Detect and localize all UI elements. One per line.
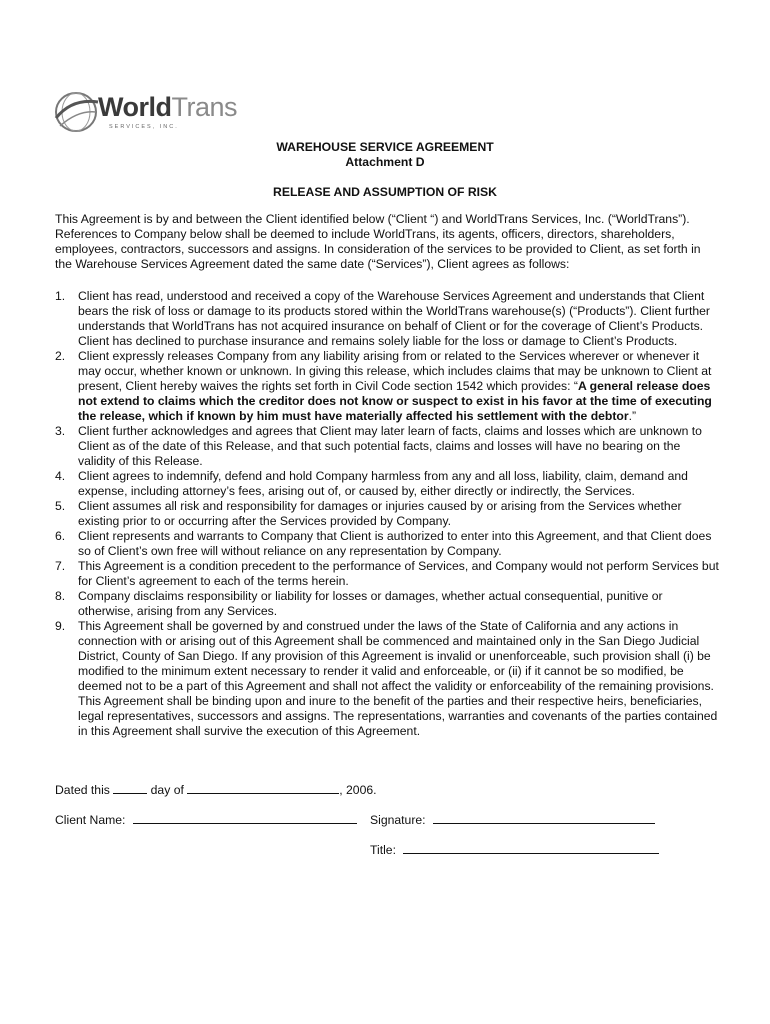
day-of-label: day of (150, 783, 184, 797)
civil-code-quote: A general release does not extend to claims which the creditor does not know or suspect to exist in his favor at the time of executing the release, which if known by him must have materially affected his settlement with the debtor (78, 379, 712, 423)
clause-item (55, 589, 720, 619)
title-label: Title: (370, 843, 396, 857)
agreement-title: WAREHOUSE SERVICE AGREEMENT (276, 140, 494, 154)
client-name-line (55, 812, 357, 828)
clause-text: Company disclaims responsibility or liability for losses or damages, whether actual consequential, punitive or otherwise, arising from any Services. (78, 589, 663, 618)
clause-text: Client further acknowledges and agrees that Client may later learn of facts, claims and losses which are unknown to Client as of the date of this Release, and that such potential facts, claims and losses will have no bearing on the validity of this Release. (78, 424, 702, 468)
logo-word-bold: World (98, 92, 172, 122)
client-name-field[interactable] (133, 812, 357, 824)
section-title: RELEASE AND ASSUMPTION OF RISK (273, 185, 497, 199)
attachment-label: Attachment D (345, 155, 425, 169)
signature-label: Signature: (370, 813, 426, 827)
clause-item (55, 529, 720, 559)
clause-text: Client agrees to indemnify, defend and hold Company harmless from any and all loss, liability, claim, demand and expense, including attorney’s fees, arising out of, or caused by, either directly or indirectly, the Services. (78, 469, 688, 498)
clause-number: 4. (55, 469, 66, 483)
clause-text: Client expressly releases Company from any liability arising from or related to the Services wherever or whenever it may occur, whether known or unknown. In giving this release, which includes claims that may be unknown to Client at present, Client hereby waives the rights set forth in Civil Code section 1542 which provides: “ (78, 349, 712, 393)
dated-prefix: Dated this (55, 783, 110, 797)
title-line (370, 842, 659, 858)
globe-swoosh-icon (52, 88, 102, 138)
clause-number: 8. (55, 589, 66, 603)
clause-number: 7. (55, 559, 66, 573)
clause-number: 6. (55, 529, 66, 543)
clause-item (55, 619, 720, 739)
clause-item (55, 559, 720, 589)
clause-number: 2. (55, 349, 66, 363)
clause-number: 9. (55, 619, 66, 633)
clause-number: 5. (55, 499, 66, 513)
worldtrans-logo (52, 88, 238, 140)
clause-item (55, 469, 720, 499)
day-blank-field[interactable] (113, 782, 147, 794)
year-suffix: , 2006. (339, 783, 377, 797)
clause-number: 3. (55, 424, 66, 438)
dated-line (55, 782, 377, 798)
clause-item (55, 499, 720, 529)
intro-paragraph: This Agreement is by and between the Client identified below (“Client “) and WorldTrans Services, Inc. (“WorldTrans”). References to Company below shall be deemed to include WorldTrans, its agents, officers, directors, shareholders, employees, contractors, successors and assigns. In consideration of the services to be provided to Client, as set forth in the Warehouse Services Agreement dated the same date (“Services”), Client agrees as follows: (55, 212, 701, 271)
client-name-label: Client Name: (55, 813, 126, 827)
clause-item (55, 349, 720, 424)
clause-text: This Agreement shall be governed by and construed under the laws of the State of California and any actions in connection with or arising out of this Agreement shall be commenced and maintained only in the San Diego Judicial District, County of San Diego. If any provision of this Agreement is invalid or unenforceable, such provision shall (i) be modified to the minimum extent necessary to render it valid and enforceable, or (ii) if it cannot be so modified, be deemed not to be a part of this Agreement and shall not affect the validity or enforceability of the remaining provisions. This Agreement shall be binding upon and inure to the benefit of the parties and their respective heirs, beneficiaries, legal representatives, successors and assigns. The representations, warranties and covenants of the parties contained in this Agreement shall survive the execution of this Agreement. (78, 619, 718, 738)
logo-subtitle: SERVICES, INC. (109, 124, 179, 130)
clause-text: Client assumes all risk and responsibility for damages or injuries caused by or arising from the Services whether existing prior to or occurring after the Services provided by Company. (78, 499, 682, 528)
clause-item (55, 289, 720, 349)
clause-list (55, 289, 720, 739)
clause-number: 1. (55, 289, 66, 303)
clause-item (55, 424, 720, 469)
title-field[interactable] (403, 842, 659, 854)
month-blank-field[interactable] (187, 782, 339, 794)
clause-text: This Agreement is a condition precedent to the performance of Services, and Company would not perform Services but for Client’s agreement to each of the terms herein. (78, 559, 719, 588)
clause-text-end: .” (628, 409, 637, 423)
logo-word-light: Trans (171, 92, 238, 122)
signature-line (370, 812, 655, 828)
logo-wordmark (98, 92, 237, 122)
clause-text: Client has read, understood and received a copy of the Warehouse Services Agreement and understands that Client bears the risk of loss or damage to its products stored within the WorldTrans warehouse(s) (“Products”). Client further understands that WorldTrans has not acquired insurance on behalf of Client or for the coverage of Client’s Products. Client has declined to purchase insurance and remains solely liable for the loss or damage to Client’s Products. (78, 289, 710, 348)
signature-field[interactable] (433, 812, 655, 824)
clause-text: Client represents and warrants to Company that Client is authorized to enter into this Agreement, and that Client does so of Client’s own free will without reliance on any representation by Company. (78, 529, 712, 558)
